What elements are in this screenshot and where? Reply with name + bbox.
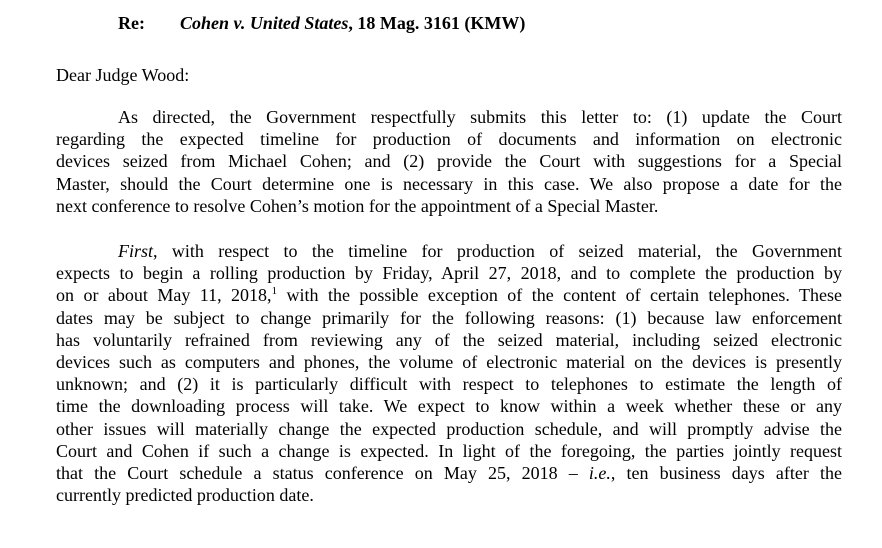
paragraph-line (56, 284, 842, 306)
paragraph-1 (56, 106, 842, 217)
first-word: First (118, 241, 154, 261)
re-line (118, 12, 525, 34)
paragraph-line: unknown; and (2) it is particularly difficult with respect to telephones to estimate the length of (56, 374, 842, 395)
paragraph-line: devices such as computers and phones, the volume of electronic material on the devices is presently (56, 351, 842, 372)
line-text: , with respect to the timeline for production of seized material, the Government (153, 241, 842, 261)
paragraph-line: devices seized from Michael Cohen; and (2) provide the Court with suggestions for a Special (56, 151, 842, 172)
re-label: Re: (118, 13, 145, 33)
paragraph-line: Court and Cohen if such a change is expected. In light of the foregoing, the parties jointly request (56, 440, 842, 461)
salutation: Dear Judge Wood: (56, 65, 190, 85)
paragraph-line: expects to begin a rolling production by Friday, April 27, 2018, and to complete the production by (56, 263, 842, 284)
line-text: on or about May 11, 2018, (56, 285, 272, 306)
paragraph-2 (56, 240, 842, 506)
paragraph-line: dates may be subject to change primarily for the following reasons: (1) because law enforcement (56, 307, 842, 328)
paragraph-line (56, 462, 842, 484)
line-text: , ten business days after the (610, 462, 843, 483)
case-name: Cohen v. United States (180, 13, 349, 33)
paragraph-line: next conference to resolve Cohen’s motion for the appointment of a Special Master. (56, 195, 659, 216)
paragraph-line: time the downloading process will take. We expect to know within a week whether these or any (56, 396, 842, 417)
line-text: with the possible exception of the content of certain telephones. These (277, 285, 843, 306)
paragraph-line: has voluntarily refrained from reviewing any of the seized material, including seized electronic (56, 329, 842, 350)
paragraph-line: regarding the expected timeline for production of documents and information on electronic (56, 129, 842, 150)
footnote-marker[interactable]: 1 (271, 285, 278, 298)
paragraph-line: currently predicted production date. (56, 485, 314, 506)
line-text: that the Court schedule a status conference on May 25, 2018 – (56, 462, 589, 483)
paragraph-line: As directed, the Government respectfully submits this letter to: (1) update the Court (118, 107, 842, 127)
case-citation: , 18 Mag. 3161 (KMW) (348, 13, 526, 33)
paragraph-line: Master, should the Court determine one is necessary in this case. We also propose a date for the (56, 173, 842, 194)
paragraph-line: other issues will materially change the expected production schedule, and will promptly advise the (56, 418, 842, 439)
paragraph-line (56, 240, 842, 262)
ie-abbrev: i.e. (588, 462, 611, 483)
